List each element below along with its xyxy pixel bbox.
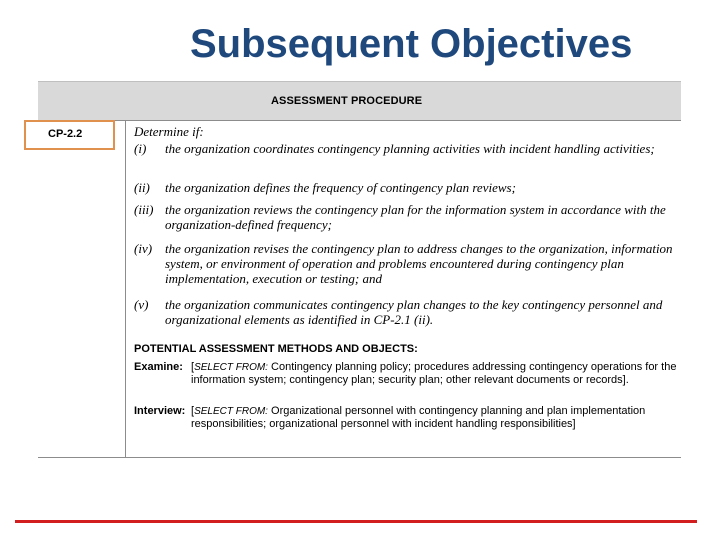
objective-number: (v) bbox=[134, 297, 149, 312]
objective-text: the organization reviews the contingency plan for the information system in accordance with the organization-defined frequency; bbox=[165, 202, 666, 232]
interview-label: Interview: bbox=[134, 405, 186, 417]
objective-number: (iv) bbox=[134, 241, 153, 256]
interview-bracket: [ bbox=[191, 405, 195, 417]
table-bottom-border bbox=[38, 457, 681, 458]
determine-label: Determine if: bbox=[134, 124, 204, 139]
objective-number: (iii) bbox=[134, 202, 154, 217]
interview-lead: SELECT FROM: bbox=[194, 406, 268, 417]
examine-lead: SELECT FROM: bbox=[194, 362, 268, 373]
examine-label: Examine: bbox=[134, 361, 183, 373]
interview-value bbox=[191, 405, 679, 430]
objective-text: the organization defines the frequency of contingency plan reviews; bbox=[165, 180, 516, 195]
footer-accent-line bbox=[15, 520, 697, 523]
objective-number: (ii) bbox=[134, 180, 150, 195]
control-id-box bbox=[24, 120, 115, 150]
examine-text: Contingency planning policy; procedures addressing contingency operations for the information system; contingency plan; security plan; other relevant documents or records]. bbox=[191, 361, 677, 386]
control-id-column bbox=[38, 120, 126, 458]
table-header bbox=[38, 81, 681, 121]
slide-title: Subsequent Objectives bbox=[190, 22, 633, 66]
control-id-label: CP-2.2 bbox=[48, 128, 83, 140]
methods-header: POTENTIAL ASSESSMENT METHODS AND OBJECTS: bbox=[134, 343, 418, 355]
table-header-label: ASSESSMENT PROCEDURE bbox=[271, 95, 423, 107]
examine-value bbox=[191, 361, 679, 386]
assessment-procedure-table bbox=[38, 81, 681, 458]
interview-text: Organizational personnel with contingency planning and plan implementation responsibilities; organizational personnel with incident handling responsibilities] bbox=[191, 405, 646, 430]
examine-bracket: [ bbox=[191, 361, 195, 373]
objective-text: the organization coordinates contingency planning activities with incident handling activities; bbox=[165, 141, 655, 156]
objective-number: (i) bbox=[134, 141, 147, 156]
objective-text: the organization communicates contingency plan changes to the key contingency personnel and organizational elements as identified in CP-2.1 (ii). bbox=[165, 297, 663, 327]
objective-text: the organization revises the contingency plan to address changes to the organization, information system, or environment of operation and problems encountered during contingency plan implementation, execution or testing; and bbox=[165, 241, 673, 286]
